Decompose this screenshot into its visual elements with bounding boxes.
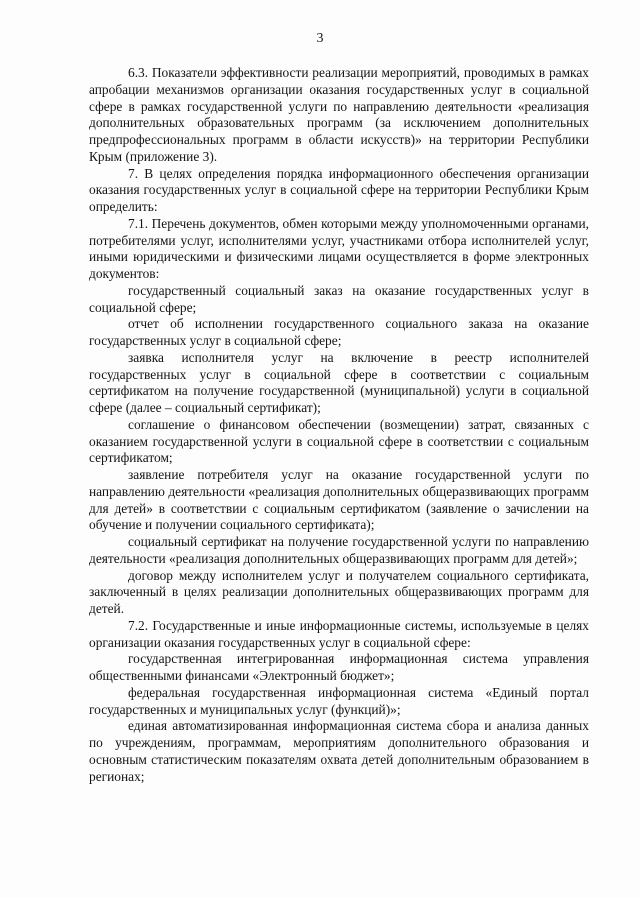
paragraph-7: 7. В целях определения порядка информационного обеспечения организации оказания государственных услуг в социальной сфере на территории Республики Крым определить: — [89, 165, 589, 214]
list-item-financing-agreement: соглашение о финансовом обеспечении (возмещении) затрат, связанных с оказанием государственной услуги в социальной сфере в соответствии с социальным сертификатом; — [89, 416, 589, 466]
paragraph-7-1: 7.1. Перечень документов, обмен которыми между уполномоченными органами, потребителями услуг, исполнителями услуг, участниками отбора исполнителей услуг, иными юридическими и физическими лицами осуществляется в форме электронных документов: — [89, 215, 589, 281]
list-item-unified-portal: федеральная государственная информационная система «Единый портал государственных и муниципальных услуг (функций)»; — [89, 684, 589, 717]
paragraph-7-2: 7.2. Государственные и иные информационные системы, используемые в целях организации оказания государственных услуг в социальной сфере: — [89, 617, 589, 650]
list-item-contract: договор между исполнителем услуг и получателем социального сертификата, заключенный в целях реализации дополнительных общеразвивающих программ для детей. — [89, 567, 589, 616]
list-item-consumer-application: заявление потребителя услуг на оказание государственной услуги по направлению деятельности «реализация дополнительных общеразвивающих программ для детей» в соответствии с социальным сертификатом (заявление о зачислении на обучение и получении социального сертификата); — [89, 467, 589, 533]
list-item-unified-automated-system: единая автоматизированная информационная система сбора и анализа данных по учреждениям, программам, мероприятиям дополнительного образования и основным статистическим показателям охвата детей дополнительным образованием в регионах; — [89, 718, 589, 784]
paragraph-6-3: 6.3. Показатели эффективности реализации мероприятий, проводимых в рамках апробации механизмов организации оказания государственных услуг в социальной сфере в рамках государственной услуги по направлению деятельности «реализация дополнительных образовательных программ (за исключением дополнительных предпрофессиональных программ в области искусств)» на территории Республики Крым (приложение 3). — [89, 65, 589, 164]
list-item-order-report: отчет об исполнении государственного социального заказа на оказание государственных услуг в социальной сфере; — [89, 316, 589, 348]
list-item-social-order: государственный социальный заказ на оказание государственных услуг в социальной сфере; — [89, 282, 589, 315]
document-body — [89, 65, 589, 785]
list-item-electronic-budget: государственная интегрированная информационная система управления общественными финансами «Электронный бюджет»; — [89, 651, 589, 683]
page-number: 3 — [316, 31, 324, 46]
list-item-executor-application: заявка исполнителя услуг на включение в реестр исполнителей государственных услуг в социальной сфере в соответствии с социальным сертификатом на получение государственной (муниципальной) услуги в социальной сфере (далее – социальный сертификат); — [89, 349, 589, 415]
list-item-social-certificate: социальный сертификат на получение государственной услуги по направлению деятельности «реализация дополнительных общеразвивающих программ для детей»; — [89, 534, 589, 566]
